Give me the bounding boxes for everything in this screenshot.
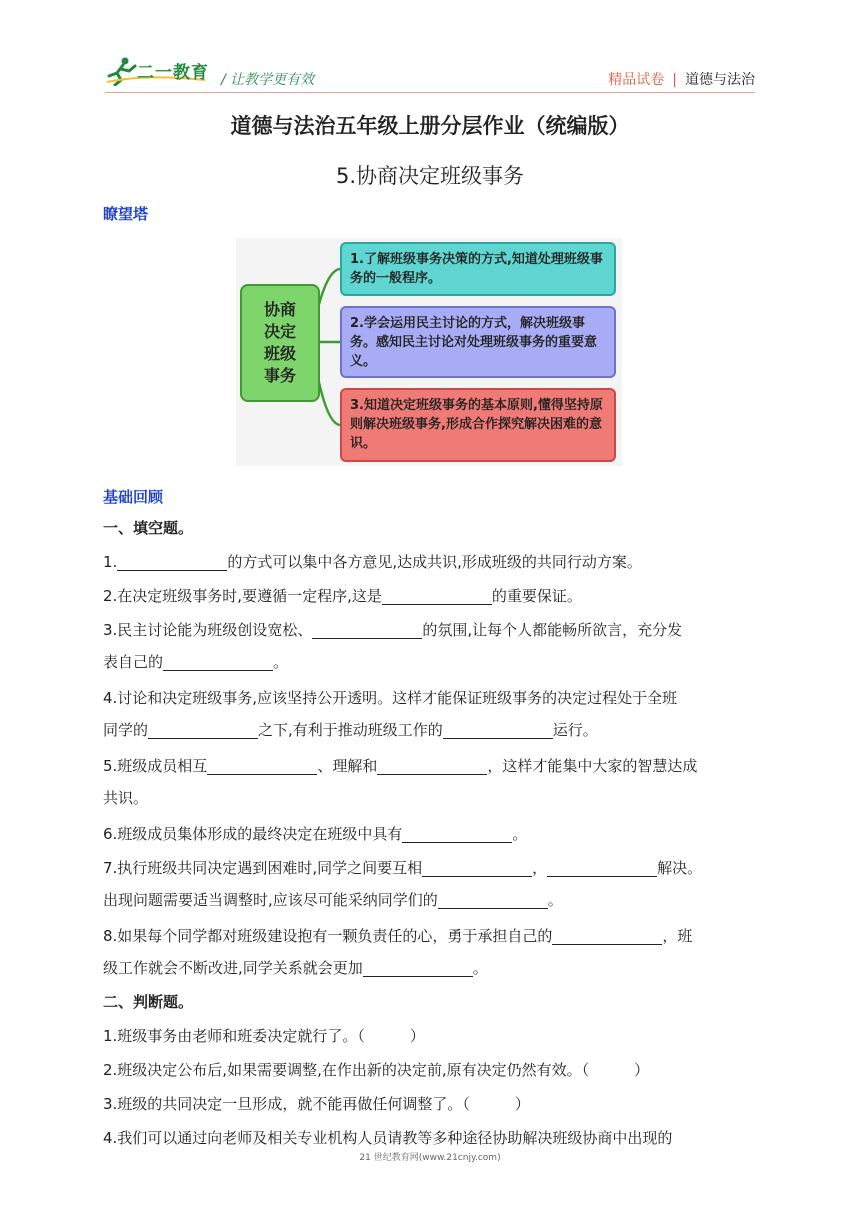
fill-question-5 <box>103 750 763 814</box>
q5-text-a: 5.班级成员相互 <box>103 757 208 775</box>
header-separator: | <box>672 72 677 88</box>
fill-question-7: 7.执行班级共同决定遇到困难时,同学之间要互相 ， 解决。 出现问题需要适当调整时,应该尽可能采纳同学们的 。 <box>103 859 703 909</box>
document-title: 道德与法治五年级上册分层作业（统编版） <box>230 114 630 138</box>
q3-text-b: 的氛围,让每个人都能畅所欲言，充分发 <box>422 621 683 639</box>
answer-blank[interactable] <box>207 756 317 775</box>
answer-blank[interactable] <box>547 858 657 877</box>
answer-blank[interactable] <box>377 756 487 775</box>
fill-question-4 <box>103 682 763 746</box>
q5-text-b: 、理解和 <box>317 757 378 775</box>
judge-question-2: 2.班级决定公布后,如果需要调整,在作出新的决定前,原有决定仍然有效。（ ） <box>103 1061 650 1079</box>
answer-blank[interactable] <box>117 552 227 571</box>
answer-blank[interactable] <box>312 620 422 639</box>
page-header <box>105 52 755 92</box>
section-tower-heading: 瞭望塔 <box>103 205 149 223</box>
q8-text-a: 8.如果每个同学都对班级建设抱有一颗负责任的心，勇于承担自己的 <box>103 927 553 945</box>
part-judge-heading: 二、判断题。 <box>103 993 194 1011</box>
answer-blank[interactable] <box>552 926 662 945</box>
fill-question-1: 1. 的方式可以集中各方意见,达成共识,形成班级的共同行动方案。 <box>103 553 642 571</box>
fill-question-8: 8.如果每个同学都对班级建设抱有一颗负责任的心，勇于承担自己的 ，班 级工作就会不断改进,同学关系就会更加 。 <box>103 927 693 977</box>
fill-question-6: 6.班级成员集体形成的最终决定在班级中具有 。 <box>103 825 528 843</box>
q8-text-c: 级工作就会不断改进,同学关系就会更加 <box>103 959 363 977</box>
judge-question-4: 4.我们可以通过向老师及相关专业机构人员请教等多种途径协助解决班级协商中出现的 <box>103 1129 673 1147</box>
fill-question-3: 3.民主讨论能为班级创设宽松、 的氛围,让每个人都能畅所欲言，充分发 表自己的 。 <box>103 621 683 671</box>
answer-blank[interactable] <box>438 890 548 909</box>
judge-question-1: 1.班级事务由老师和班委决定就行了。（ ） <box>103 1027 425 1045</box>
mindmap-center-label: 协商决定班级事务 <box>263 300 296 385</box>
answer-blank[interactable] <box>382 586 492 605</box>
objective-box-2: 2.学会运用民主讨论的方式，解决班级事务。感知民主讨论对处理班级事务的重要意义。 <box>340 306 616 378</box>
q2-text-b: 的重要保证。 <box>491 587 582 605</box>
answer-blank[interactable] <box>443 720 553 739</box>
q7-text-c: 出现问题需要适当调整时,应该尽可能采纳同学们的 <box>103 891 438 909</box>
q5-text-c: ，这样才能集中大家的智慧达成 <box>487 757 698 775</box>
answer-blank[interactable] <box>422 858 532 877</box>
header-divider <box>105 92 755 93</box>
q4-text-b: 同学的 <box>103 721 149 739</box>
q7-text-b: 解决。 <box>657 859 703 877</box>
answer-blank[interactable] <box>402 824 512 843</box>
header-right <box>608 69 755 89</box>
slogan: / 让教学更有效 <box>221 72 315 88</box>
q4-text-d: 运行。 <box>552 721 598 739</box>
answer-blank[interactable] <box>363 958 473 977</box>
header-subject: 道德与法治 <box>685 72 755 88</box>
q3-text-a: 3.民主讨论能为班级创设宽松、 <box>103 621 313 639</box>
q7-text-a: 7.执行班级共同决定遇到困难时,同学之间要互相 <box>103 859 423 877</box>
fill-question-2 <box>103 580 763 612</box>
q3-text-c: 表自己的 <box>103 653 164 671</box>
objective-box-3: 3.知道决定班级事务的基本原则,懂得坚持原则解决班级事务,形成合作探究解决困难的意识。 <box>340 388 616 462</box>
mindmap-center <box>240 284 320 402</box>
section-review-heading: 基础回顾 <box>103 488 164 506</box>
objective-box-1: 1.了解班级事务决策的方式,知道处理班级事务的一般程序。 <box>340 242 616 296</box>
q4-text-c: 之下,有利于推动班级工作的 <box>258 721 443 739</box>
q8-text-b: ，班 <box>662 927 693 945</box>
logo-text: 二一教育 <box>137 63 209 83</box>
lesson-title: 5.协商决定班级事务 <box>335 164 525 188</box>
q2-text-a: 2.在决定班级事务时,要遵循一定程序,这是 <box>103 587 382 605</box>
q6-text-a: 6.班级成员集体形成的最终决定在班级中具有 <box>103 825 403 843</box>
judge-question-3: 3.班级的共同决定一旦形成，就不能再做任何调整了。（ ） <box>103 1095 530 1113</box>
answer-blank[interactable] <box>148 720 258 739</box>
objectives-mindmap <box>236 238 622 466</box>
header-tag: 精品试卷 <box>608 72 665 88</box>
q4-text-a: 4.讨论和决定班级事务,应该坚持公开透明。这样才能保证班级事务的决定过程处于全班 <box>103 689 678 707</box>
page-footer: 21 世纪教育网(www.21cnjy.com) <box>359 1153 501 1163</box>
part-fill-heading: 一、填空题。 <box>103 519 194 537</box>
answer-blank[interactable] <box>163 652 273 671</box>
q1-text: 的方式可以集中各方意见,达成共识,形成班级的共同行动方案。 <box>227 553 642 571</box>
q5-text-d: 共识。 <box>103 789 149 807</box>
